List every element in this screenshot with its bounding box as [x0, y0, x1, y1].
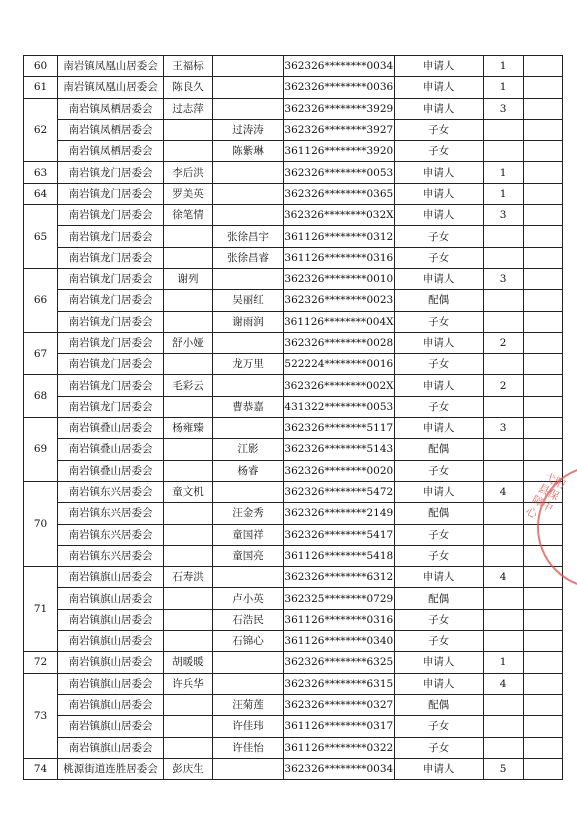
table-row [24, 673, 563, 694]
id-number-cell: 362326********5417 [284, 524, 395, 545]
note-cell [523, 332, 562, 353]
household-count-cell [483, 396, 523, 417]
member-cell: 龙万里 [213, 354, 284, 375]
household-count-cell: 1 [483, 183, 523, 204]
row-number-cell: 71 [24, 567, 58, 652]
household-count-cell [483, 290, 523, 311]
id-number-cell: 361126********0316 [284, 247, 395, 268]
note-cell [523, 694, 562, 715]
table-row [24, 503, 563, 524]
applicant-cell: 石寿洪 [164, 567, 213, 588]
relation-cell: 申请人 [394, 77, 483, 98]
household-count-cell [483, 460, 523, 481]
household-count-cell [483, 716, 523, 737]
unit-cell: 南岩镇龙门居委会 [58, 183, 164, 204]
id-number-cell: 361126********0317 [284, 716, 395, 737]
household-count-cell [483, 141, 523, 162]
table-row [24, 524, 563, 545]
unit-cell: 南岩镇旗山居委会 [58, 737, 164, 758]
note-cell [523, 162, 562, 183]
note-cell [523, 354, 562, 375]
id-number-cell: 362326********5117 [284, 418, 395, 439]
note-cell [523, 98, 562, 119]
note-cell [523, 737, 562, 758]
table-row [24, 332, 563, 353]
applicant-cell [164, 311, 213, 332]
relation-cell: 申请人 [394, 758, 483, 779]
household-count-cell [483, 311, 523, 332]
table-row [24, 77, 563, 98]
table-row [24, 247, 563, 268]
id-number-cell: 361126********3920 [284, 141, 395, 162]
note-cell [523, 205, 562, 226]
relation-cell: 子女 [394, 737, 483, 758]
household-count-cell: 4 [483, 567, 523, 588]
unit-cell: 南岩镇旗山居委会 [58, 631, 164, 652]
relation-cell: 子女 [394, 545, 483, 566]
relation-cell: 申请人 [394, 268, 483, 289]
unit-cell: 南岩镇旗山居委会 [58, 673, 164, 694]
note-cell [523, 758, 562, 779]
relation-cell: 子女 [394, 354, 483, 375]
member-cell: 石锦心 [213, 631, 284, 652]
member-cell [213, 652, 284, 673]
applicant-cell [164, 226, 213, 247]
table-row [24, 375, 563, 396]
unit-cell: 南岩镇凤栖居委会 [58, 141, 164, 162]
id-number-cell: 361126********004X [284, 311, 395, 332]
household-count-cell [483, 694, 523, 715]
row-number-cell: 68 [24, 375, 58, 418]
relation-cell: 子女 [394, 524, 483, 545]
id-number-cell: 361126********0316 [284, 609, 395, 630]
member-cell: 张徐昌睿 [213, 247, 284, 268]
note-cell [523, 716, 562, 737]
household-count-cell: 3 [483, 205, 523, 226]
row-number-cell: 72 [24, 652, 58, 673]
member-cell: 曹恭嘉 [213, 396, 284, 417]
relation-cell: 配偶 [394, 290, 483, 311]
member-cell [213, 332, 284, 353]
member-cell: 杨睿 [213, 460, 284, 481]
applicant-cell [164, 396, 213, 417]
table-row [24, 545, 563, 566]
household-count-cell: 2 [483, 332, 523, 353]
note-cell [523, 77, 562, 98]
applicant-cell: 谢列 [164, 268, 213, 289]
id-number-cell: 362326********032X [284, 205, 395, 226]
official-seal-text: 弋阳县保障中心 [523, 470, 568, 522]
applicant-cell [164, 290, 213, 311]
member-cell: 童国祥 [213, 524, 284, 545]
member-cell [213, 375, 284, 396]
relation-cell: 申请人 [394, 567, 483, 588]
relation-cell: 申请人 [394, 98, 483, 119]
id-number-cell: 362326********6312 [284, 567, 395, 588]
household-count-cell [483, 247, 523, 268]
unit-cell: 南岩镇龙门居委会 [58, 354, 164, 375]
member-cell: 卢小英 [213, 588, 284, 609]
applicant-cell [164, 141, 213, 162]
id-number-cell: 362326********002X [284, 375, 395, 396]
id-number-cell: 361126********0322 [284, 737, 395, 758]
id-number-cell: 362326********3929 [284, 98, 395, 119]
relation-cell: 申请人 [394, 183, 483, 204]
table-row [24, 418, 563, 439]
member-cell: 童国亮 [213, 545, 284, 566]
applicant-cell [164, 524, 213, 545]
household-count-cell: 3 [483, 98, 523, 119]
member-cell: 过涛涛 [213, 119, 284, 140]
household-count-cell: 1 [483, 77, 523, 98]
member-cell [213, 673, 284, 694]
applicant-cell: 许兵华 [164, 673, 213, 694]
applicant-cell: 毛彩云 [164, 375, 213, 396]
applicant-cell: 彭庆生 [164, 758, 213, 779]
member-cell: 汪菊莲 [213, 694, 284, 715]
note-cell [523, 311, 562, 332]
note-cell [523, 609, 562, 630]
id-number-cell: 362326********3927 [284, 119, 395, 140]
member-cell [213, 162, 284, 183]
note-cell [523, 418, 562, 439]
member-cell: 江影 [213, 439, 284, 460]
row-number-cell: 73 [24, 673, 58, 758]
id-number-cell: 362326********0034 [284, 758, 395, 779]
member-cell: 张徐昌宇 [213, 226, 284, 247]
relation-cell: 申请人 [394, 418, 483, 439]
unit-cell: 南岩镇龙门居委会 [58, 162, 164, 183]
unit-cell: 南岩镇龙门居委会 [58, 226, 164, 247]
relation-cell: 子女 [394, 311, 483, 332]
applicant-cell: 童文机 [164, 481, 213, 502]
note-cell [523, 631, 562, 652]
member-cell: 许佳玮 [213, 716, 284, 737]
household-count-cell [483, 588, 523, 609]
row-number-cell: 60 [24, 56, 58, 77]
applicant-cell [164, 609, 213, 630]
table-row [24, 98, 563, 119]
unit-cell: 南岩镇东兴居委会 [58, 545, 164, 566]
note-cell [523, 56, 562, 77]
relation-cell: 配偶 [394, 588, 483, 609]
member-cell: 陈紫琳 [213, 141, 284, 162]
note-cell [523, 183, 562, 204]
household-count-cell [483, 503, 523, 524]
table-row [24, 758, 563, 779]
row-number-cell: 62 [24, 98, 58, 162]
id-number-cell: 361126********0312 [284, 226, 395, 247]
unit-cell: 南岩镇龙门居委会 [58, 290, 164, 311]
household-count-cell [483, 737, 523, 758]
relation-cell: 申请人 [394, 481, 483, 502]
unit-cell: 南岩镇龙门居委会 [58, 375, 164, 396]
table-row [24, 588, 563, 609]
applicant-cell [164, 460, 213, 481]
relation-cell: 子女 [394, 609, 483, 630]
unit-cell: 南岩镇龙门居委会 [58, 332, 164, 353]
unit-cell: 南岩镇龙门居委会 [58, 396, 164, 417]
table-row [24, 609, 563, 630]
table-row [24, 694, 563, 715]
table-row [24, 56, 563, 77]
household-count-cell [483, 119, 523, 140]
table-row [24, 141, 563, 162]
applicant-cell: 杨雍臻 [164, 418, 213, 439]
note-cell [523, 247, 562, 268]
applicant-cell: 陈良久 [164, 77, 213, 98]
relation-cell: 配偶 [394, 439, 483, 460]
table-row [24, 183, 563, 204]
id-number-cell: 362326********2149 [284, 503, 395, 524]
row-number-cell: 66 [24, 268, 58, 332]
relation-cell: 申请人 [394, 375, 483, 396]
unit-cell: 桃源街道连胜居委会 [58, 758, 164, 779]
member-cell: 许佳怡 [213, 737, 284, 758]
unit-cell: 南岩镇叠山居委会 [58, 418, 164, 439]
unit-cell: 南岩镇叠山居委会 [58, 460, 164, 481]
relation-cell: 申请人 [394, 205, 483, 226]
relation-cell: 申请人 [394, 673, 483, 694]
relation-cell: 申请人 [394, 332, 483, 353]
member-cell [213, 758, 284, 779]
member-cell: 汪金秀 [213, 503, 284, 524]
note-cell [523, 119, 562, 140]
household-count-cell: 2 [483, 375, 523, 396]
row-number-cell: 74 [24, 758, 58, 779]
applicant-cell [164, 247, 213, 268]
applicant-cell: 徐笔情 [164, 205, 213, 226]
unit-cell: 南岩镇凤凰山居委会 [58, 56, 164, 77]
member-cell: 谢雨润 [213, 311, 284, 332]
unit-cell: 南岩镇龙门居委会 [58, 205, 164, 226]
table-row [24, 354, 563, 375]
note-cell [523, 268, 562, 289]
member-cell: 吴丽红 [213, 290, 284, 311]
unit-cell: 南岩镇东兴居委会 [58, 524, 164, 545]
applicant-cell [164, 588, 213, 609]
relation-cell: 子女 [394, 247, 483, 268]
household-count-cell [483, 439, 523, 460]
table-row [24, 631, 563, 652]
table-row [24, 737, 563, 758]
table-row [24, 205, 563, 226]
id-number-cell: 362326********0036 [284, 77, 395, 98]
row-number-cell: 64 [24, 183, 58, 204]
relation-cell: 申请人 [394, 652, 483, 673]
unit-cell: 南岩镇凤栖居委会 [58, 98, 164, 119]
unit-cell: 南岩镇旗山居委会 [58, 694, 164, 715]
row-number-cell: 70 [24, 481, 58, 566]
relation-cell: 子女 [394, 396, 483, 417]
household-count-cell: 1 [483, 162, 523, 183]
member-cell [213, 205, 284, 226]
table-row [24, 460, 563, 481]
note-cell [523, 396, 562, 417]
household-count-cell: 4 [483, 481, 523, 502]
id-number-cell: 361126********0340 [284, 631, 395, 652]
unit-cell: 南岩镇旗山居委会 [58, 716, 164, 737]
member-cell [213, 481, 284, 502]
id-number-cell: 362326********5472 [284, 481, 395, 502]
unit-cell: 南岩镇东兴居委会 [58, 481, 164, 502]
relation-cell: 子女 [394, 226, 483, 247]
member-cell [213, 98, 284, 119]
unit-cell: 南岩镇旗山居委会 [58, 609, 164, 630]
member-cell [213, 268, 284, 289]
row-number-cell: 67 [24, 332, 58, 375]
household-roster-table [23, 55, 563, 780]
unit-cell: 南岩镇凤栖居委会 [58, 119, 164, 140]
unit-cell: 南岩镇叠山居委会 [58, 439, 164, 460]
id-number-cell: 522224********0016 [284, 354, 395, 375]
unit-cell: 南岩镇龙门居委会 [58, 311, 164, 332]
household-count-cell: 4 [483, 673, 523, 694]
id-number-cell: 362326********0053 [284, 162, 395, 183]
applicant-cell [164, 354, 213, 375]
applicant-cell [164, 716, 213, 737]
relation-cell: 子女 [394, 119, 483, 140]
table-row [24, 226, 563, 247]
applicant-cell [164, 119, 213, 140]
table-row [24, 162, 563, 183]
household-count-cell: 1 [483, 56, 523, 77]
applicant-cell [164, 545, 213, 566]
note-cell [523, 141, 562, 162]
id-number-cell: 362326********0023 [284, 290, 395, 311]
table-row [24, 439, 563, 460]
relation-cell: 子女 [394, 460, 483, 481]
table-row [24, 119, 563, 140]
household-count-cell [483, 226, 523, 247]
id-number-cell: 431322********0053 [284, 396, 395, 417]
unit-cell: 南岩镇凤凰山居委会 [58, 77, 164, 98]
unit-cell: 南岩镇旗山居委会 [58, 652, 164, 673]
relation-cell: 申请人 [394, 162, 483, 183]
applicant-cell [164, 737, 213, 758]
table-row [24, 481, 563, 502]
household-count-cell [483, 609, 523, 630]
relation-cell: 配偶 [394, 503, 483, 524]
household-count-cell [483, 631, 523, 652]
applicant-cell: 李后洪 [164, 162, 213, 183]
applicant-cell [164, 631, 213, 652]
relation-cell: 申请人 [394, 56, 483, 77]
table-row [24, 311, 563, 332]
row-number-cell: 69 [24, 418, 58, 482]
applicant-cell [164, 694, 213, 715]
member-cell [213, 56, 284, 77]
applicant-cell: 王福标 [164, 56, 213, 77]
table-row [24, 652, 563, 673]
table-row [24, 716, 563, 737]
row-number-cell: 65 [24, 205, 58, 269]
id-number-cell: 362326********0034 [284, 56, 395, 77]
member-cell [213, 567, 284, 588]
note-cell [523, 290, 562, 311]
id-number-cell: 362326********6325 [284, 652, 395, 673]
id-number-cell: 362326********6315 [284, 673, 395, 694]
relation-cell: 子女 [394, 141, 483, 162]
note-cell [523, 226, 562, 247]
applicant-cell [164, 439, 213, 460]
id-number-cell: 362326********0010 [284, 268, 395, 289]
household-count-cell: 3 [483, 418, 523, 439]
note-cell [523, 439, 562, 460]
member-cell [213, 418, 284, 439]
member-cell [213, 77, 284, 98]
note-cell [523, 673, 562, 694]
table-row [24, 268, 563, 289]
table-row [24, 567, 563, 588]
unit-cell: 南岩镇东兴居委会 [58, 503, 164, 524]
table-row [24, 290, 563, 311]
note-cell [523, 588, 562, 609]
relation-cell: 子女 [394, 716, 483, 737]
member-cell: 石浩民 [213, 609, 284, 630]
id-number-cell: 362326********0028 [284, 332, 395, 353]
applicant-cell [164, 503, 213, 524]
note-cell [523, 652, 562, 673]
relation-cell: 配偶 [394, 694, 483, 715]
table-row [24, 396, 563, 417]
unit-cell: 南岩镇旗山居委会 [58, 588, 164, 609]
applicant-cell: 胡暖暖 [164, 652, 213, 673]
id-number-cell: 362326********0365 [284, 183, 395, 204]
household-count-cell: 1 [483, 652, 523, 673]
household-count-cell: 5 [483, 758, 523, 779]
unit-cell: 南岩镇龙门居委会 [58, 268, 164, 289]
roster-body [24, 56, 563, 780]
unit-cell: 南岩镇龙门居委会 [58, 247, 164, 268]
id-number-cell: 362325********0729 [284, 588, 395, 609]
relation-cell: 子女 [394, 631, 483, 652]
household-count-cell [483, 354, 523, 375]
applicant-cell: 过志萍 [164, 98, 213, 119]
id-number-cell: 362326********0020 [284, 460, 395, 481]
unit-cell: 南岩镇旗山居委会 [58, 567, 164, 588]
id-number-cell: 362326********5143 [284, 439, 395, 460]
member-cell [213, 183, 284, 204]
applicant-cell: 罗美英 [164, 183, 213, 204]
row-number-cell: 61 [24, 77, 58, 98]
household-count-cell: 3 [483, 268, 523, 289]
id-number-cell: 361126********5418 [284, 545, 395, 566]
id-number-cell: 362326********0327 [284, 694, 395, 715]
row-number-cell: 63 [24, 162, 58, 183]
applicant-cell: 舒小娅 [164, 332, 213, 353]
note-cell [523, 375, 562, 396]
